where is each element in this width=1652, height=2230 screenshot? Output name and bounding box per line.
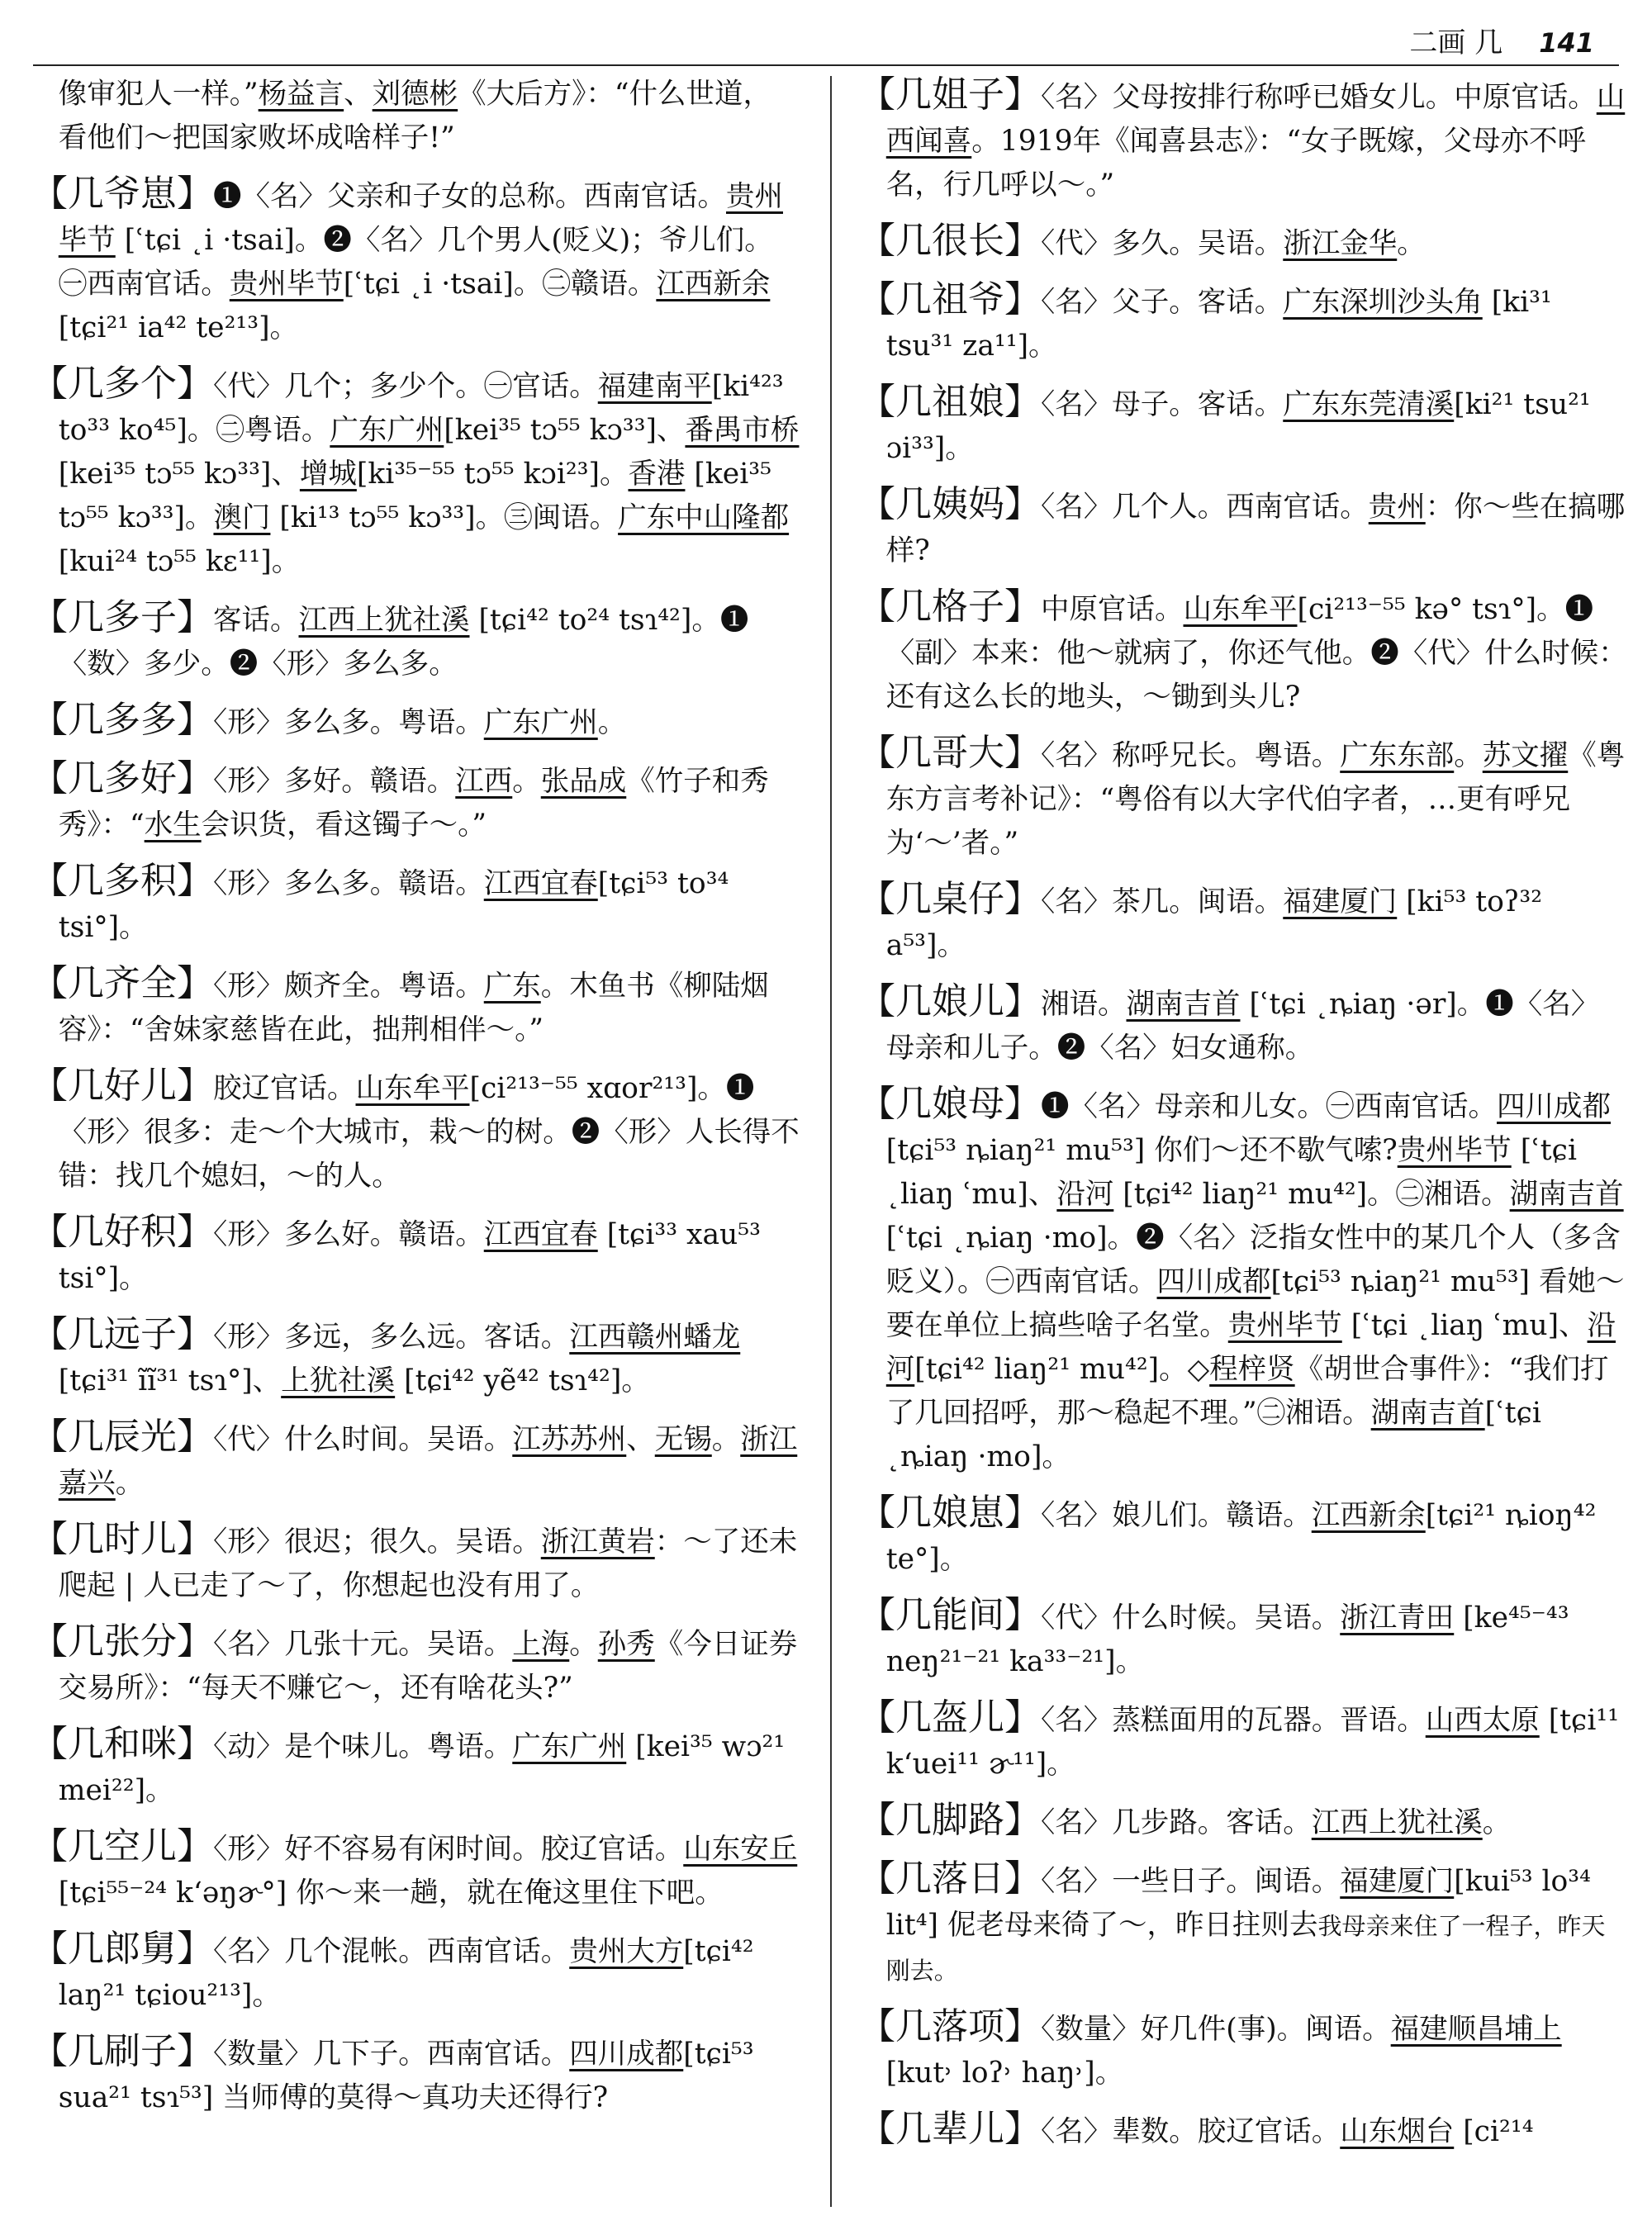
place-or-author-name: 水生 bbox=[144, 809, 202, 842]
entry-text: [tɕi⁴² yẽ⁴² tsɿ⁴²]。 bbox=[395, 1364, 650, 1397]
dictionary-entry bbox=[859, 278, 1627, 368]
dictionary-entry bbox=[31, 1210, 800, 1301]
place-or-author-name: 贵州 bbox=[1368, 491, 1426, 524]
entry-text: [kei³⁵ tɔ⁵⁵ kɔ³³]、 bbox=[58, 458, 300, 491]
entry-text: 《竹子和秀秀》： bbox=[58, 765, 769, 842]
place-or-author-name: 香港 bbox=[628, 458, 686, 491]
place-or-author-name: 贵州毕节 bbox=[229, 268, 344, 301]
place-or-author-name: 广东广州 bbox=[483, 706, 598, 739]
entry-text: 湘语。 bbox=[1041, 988, 1127, 1021]
entry-text: 〈形〉多好。赣语。 bbox=[213, 765, 456, 798]
entry-text: [tɕi⁵⁵⁻²⁴ kʻəŋɚ°] 你～来一趟，就在俺这里住下吧。 bbox=[58, 1877, 724, 1910]
dictionary-entry bbox=[859, 980, 1627, 1070]
entry-text: 〈代〉多久。吴语。 bbox=[1041, 227, 1284, 260]
place-or-author-name: 湖南吉首 bbox=[1370, 1397, 1485, 1430]
entry-text: [tɕi⁴² liaŋ²¹ mu⁴²]。◇ bbox=[914, 1353, 1210, 1386]
entry-text: 〈名〉几张十元。吴语。 bbox=[213, 1628, 513, 1661]
entry-text: 〈动〉是个味儿。粤语。 bbox=[213, 1730, 513, 1763]
dictionary-entry bbox=[31, 362, 800, 584]
section-title: 二画 几 bbox=[1409, 26, 1503, 59]
entry-text: [ci²¹³⁻⁵⁵ xɑor²¹³]。❶〈形〉很多：走～个大城市，栽～的树。❷〈形〉人长得不错：找几个媳妇，～的人。 bbox=[58, 1072, 800, 1193]
dictionary-entry bbox=[859, 2107, 1627, 2154]
entry-text: 〈名〉几个混帐。西南官话。 bbox=[213, 1935, 570, 1968]
place-or-author-name: 张品成 bbox=[540, 765, 627, 798]
entry-headword: 【几盔儿】 bbox=[859, 1696, 1041, 1739]
place-or-author-name: 广东 bbox=[483, 970, 541, 1003]
place-or-author-name: 刘德彬 bbox=[372, 78, 458, 111]
entry-headword: 【几和咪】 bbox=[31, 1723, 213, 1765]
entry-text: [tɕi⁵³ ȵiaŋ²¹ mu⁵³] 你们～还不歇气嗦? bbox=[885, 1134, 1398, 1167]
place-or-author-name: 江苏苏州 bbox=[512, 1423, 627, 1456]
gloss-note: 我母亲来住了一程子，昨天刚去。 bbox=[885, 1912, 1606, 1985]
entry-text: 〈名〉父子。客话。 bbox=[1041, 286, 1284, 319]
place-or-author-name: 山东牟平 bbox=[355, 1072, 470, 1105]
entry-text: 〈形〉多么好。赣语。 bbox=[213, 1218, 484, 1251]
place-or-author-name: 浙江青田 bbox=[1340, 1601, 1455, 1635]
left-column bbox=[31, 73, 800, 2132]
dictionary-entry bbox=[31, 1312, 800, 1403]
place-or-author-name: 程梓贤 bbox=[1209, 1353, 1295, 1386]
place-or-author-name: 福建南平 bbox=[597, 370, 712, 403]
place-or-author-name: 广东广州 bbox=[330, 414, 444, 447]
place-or-author-name: 江西新余 bbox=[656, 268, 771, 301]
dictionary-entry bbox=[31, 1927, 800, 2018]
place-or-author-name: 江西新余 bbox=[1311, 1499, 1426, 1532]
entry-headword: 【几时儿】 bbox=[31, 1518, 213, 1560]
place-or-author-name: 山东牟平 bbox=[1183, 593, 1298, 626]
entry-text: [tɕi⁵³ sua²¹ tsɿ⁵³] 当师傅的莫得～真功夫还得行? bbox=[58, 2038, 754, 2114]
dictionary-entry bbox=[31, 1415, 800, 1506]
place-or-author-name: 澳门 bbox=[213, 501, 271, 534]
dictionary-entry bbox=[859, 2005, 1627, 2095]
dictionary-entry bbox=[859, 73, 1627, 207]
entry-headword: 【几祖爷】 bbox=[859, 278, 1041, 320]
entry-text: [ʿtɕi ˛liaŋ ʿmu]、 bbox=[885, 1134, 1577, 1211]
entry-text: 〈形〉颇齐全。粤语。 bbox=[213, 970, 484, 1003]
place-or-author-name: 贵州大方 bbox=[569, 1935, 684, 1968]
dictionary-entry bbox=[859, 1696, 1627, 1786]
entry-text: 《今日证券交易所》：“每天不赚它～，还有啥花头?” bbox=[58, 1628, 798, 1705]
place-or-author-name: 四川成都 bbox=[1497, 1090, 1611, 1123]
entry-text: 。 bbox=[597, 706, 627, 739]
entry-text: 。 bbox=[711, 1423, 741, 1456]
place-or-author-name: 江西 bbox=[455, 765, 513, 798]
entry-headword: 【几齐全】 bbox=[31, 962, 213, 1004]
entry-text: [ki⁴²³ to³³ ko⁴⁵]。㊁粤语。 bbox=[58, 370, 784, 447]
entry-text: [ʿtɕi ˛ȵiaŋ ·mo]。 bbox=[885, 1397, 1541, 1473]
dictionary-entry bbox=[859, 219, 1627, 266]
place-or-author-name: 沿河 bbox=[1056, 1178, 1114, 1211]
entry-headword: 【几多子】 bbox=[31, 596, 213, 638]
dictionary-entry bbox=[31, 595, 800, 686]
entry-text: 〈名〉父母按排行称呼已婚女儿。中原官话。 bbox=[1041, 81, 1597, 114]
entry-text: 中原官话。 bbox=[1041, 593, 1184, 626]
entry-text: [kui²⁴ tɔ⁵⁵ kɛ¹¹]。 bbox=[58, 545, 301, 578]
place-or-author-name: 山西太原 bbox=[1425, 1704, 1540, 1737]
entry-text: [kei³⁵ tɔ⁵⁵ kɔ³³]。 bbox=[58, 458, 771, 534]
dictionary-entry bbox=[31, 859, 800, 950]
place-or-author-name: 山西闻喜 bbox=[885, 81, 1626, 158]
entry-text: 客话。 bbox=[213, 604, 299, 637]
entry-text: [tɕi³¹ ĩĩ³¹ tsɿ°]、 bbox=[58, 1364, 282, 1397]
entry-headword: 【几辰光】 bbox=[31, 1416, 213, 1458]
place-or-author-name: 福建厦门 bbox=[1340, 1865, 1455, 1898]
place-or-author-name: 四川成都 bbox=[569, 2038, 684, 2071]
entry-headword: 【几张分】 bbox=[31, 1620, 213, 1663]
entry-text: ❶〈名〉母亲和儿女。㊀西南官话。 bbox=[1041, 1090, 1497, 1123]
entry-text: “ bbox=[130, 809, 145, 842]
entry-text: [ʿtɕi ˛ȵiaŋ ·ər]。❶〈名〉母亲和儿子。❷〈名〉妇女通称。 bbox=[885, 988, 1600, 1065]
place-or-author-name: 孙秀 bbox=[597, 1628, 655, 1661]
entry-headword: 【几娘母】 bbox=[859, 1083, 1041, 1125]
entry-text: [ke⁴⁵⁻⁴³ neŋ²¹⁻²¹ ka³³⁻²¹]。 bbox=[885, 1601, 1569, 1678]
place-or-author-name: 山东安丘 bbox=[683, 1833, 798, 1866]
place-or-author-name: 湖南吉首 bbox=[1509, 1178, 1624, 1211]
entry-headword: 【几多个】 bbox=[31, 363, 213, 405]
place-or-author-name: 上犹社溪 bbox=[281, 1364, 396, 1397]
entry-headword: 【几好儿】 bbox=[31, 1065, 213, 1107]
place-or-author-name: 浙江黄岩 bbox=[540, 1525, 655, 1559]
entry-headword: 【几娘儿】 bbox=[859, 980, 1041, 1022]
entry-text: [tɕi⁵³ ȵiaŋ²¹ mu⁵³] 看她～要在单位上搞些啥子名堂。 bbox=[885, 1265, 1625, 1342]
dictionary-entry bbox=[859, 482, 1627, 573]
entry-headword: 【几郎舅】 bbox=[31, 1928, 213, 1970]
entry-headword: 【几姨妈】 bbox=[859, 483, 1041, 525]
dictionary-entry bbox=[859, 1491, 1627, 1582]
entry-headword: 【几辈儿】 bbox=[859, 2108, 1041, 2150]
entry-text: ❶〈名〉父亲和子女的总称。西南官话。 bbox=[213, 180, 726, 213]
entry-text: 〈数量〉几下子。西南官话。 bbox=[213, 2038, 570, 2071]
entry-headword: 【几很长】 bbox=[859, 220, 1041, 262]
entry-headword: 【几落项】 bbox=[859, 2005, 1041, 2047]
place-or-author-name: 番禺市桥 bbox=[685, 414, 800, 447]
entry-text: [tɕi⁴² to²⁴ tsɿ⁴²]。❶〈数〉多少。❷〈形〉多么多。 bbox=[58, 604, 749, 681]
place-or-author-name: 无锡 bbox=[654, 1423, 712, 1456]
page-header bbox=[1016, 20, 1594, 69]
dictionary-entry bbox=[859, 1857, 1627, 1993]
entry-headword: 【几桌仔】 bbox=[859, 878, 1041, 920]
entry-text: 〈名〉蒸糕面用的瓦器。晋语。 bbox=[1041, 1704, 1426, 1737]
dictionary-entry bbox=[31, 1517, 800, 1608]
dictionary-entry bbox=[859, 1082, 1627, 1479]
entry-text: 〈形〉多么多。粤语。 bbox=[213, 706, 484, 739]
entry-headword: 【几祖娘】 bbox=[859, 381, 1041, 423]
entry-text: 《大后方》： bbox=[458, 78, 615, 111]
place-or-author-name: 浙江嘉兴 bbox=[58, 1423, 798, 1500]
entry-text: [ʿtɕi ˛i ·tsai]。㊁赣语。 bbox=[343, 268, 657, 301]
entry-text: 、 bbox=[626, 1423, 655, 1456]
entry-headword: 【几脚路】 bbox=[859, 1799, 1041, 1841]
entry-headword: 【几能间】 bbox=[859, 1594, 1041, 1636]
place-or-author-name: 广东广州 bbox=[512, 1730, 627, 1763]
entry-text: [ci²¹⁴ bbox=[1454, 2115, 1534, 2148]
entry-text: [ki³⁵⁻⁵⁵ tɔ⁵⁵ kɔi²³]。 bbox=[356, 458, 629, 491]
entry-headword: 【几远子】 bbox=[31, 1313, 213, 1355]
dictionary-entry bbox=[859, 1798, 1627, 1845]
place-or-author-name: 四川成都 bbox=[1156, 1265, 1271, 1298]
dictionary-entry bbox=[859, 1593, 1627, 1684]
page-number: 141 bbox=[1539, 27, 1594, 59]
dictionary-entry bbox=[859, 731, 1627, 866]
entry-text: [ʿtɕi ˛i ·tsai]。❷〈名〉几个男人(贬义)；爷儿们。㊀西南官话。 bbox=[58, 224, 773, 301]
entry-text: [tɕi⁵³ to³⁴ tsi°]。 bbox=[58, 867, 729, 944]
header-rule bbox=[33, 64, 1619, 66]
continued-text bbox=[31, 73, 800, 160]
dictionary-entry bbox=[31, 1824, 800, 1915]
entry-text: [tɕi²¹ ia⁴² te²¹³]。 bbox=[58, 311, 299, 344]
place-or-author-name: 贵州毕节 bbox=[58, 180, 783, 257]
entry-text: [ʿtɕi ˛ȵiaŋ ·mo]。❷〈名〉泛指女性中的某几个人（多含贬义）。㊀西南官话。 bbox=[885, 1222, 1621, 1298]
entry-text: [ci²¹³⁻⁵⁵ kə° tsɿ°]。❶〈副〉本来：他～就病了，你还气他。❷〈代〉什么时候：还有这么长的地头，～锄到头儿? bbox=[885, 593, 1627, 714]
entry-text: 〈形〉多远，多么远。客话。 bbox=[213, 1321, 570, 1354]
place-or-author-name: 沿河 bbox=[885, 1309, 1616, 1386]
entry-headword: 【几落日】 bbox=[859, 1858, 1041, 1900]
entry-text: 会识货，看这镯子～。” bbox=[201, 809, 487, 842]
entry-text: [tɕi¹¹ kʻuei¹¹ ɚ¹¹]。 bbox=[885, 1704, 1620, 1781]
entry-text: 。 bbox=[1454, 739, 1483, 772]
dictionary-entry bbox=[859, 877, 1627, 968]
dictionary-entry bbox=[859, 380, 1627, 471]
entry-text: 、 bbox=[344, 78, 373, 111]
place-or-author-name: 福建厦门 bbox=[1283, 885, 1398, 918]
entry-text: [ki³¹ tsu³¹ za¹¹]。 bbox=[885, 286, 1552, 363]
right-column bbox=[859, 73, 1627, 2166]
entry-text: 。 bbox=[1397, 227, 1426, 260]
entry-text: 。 bbox=[115, 1467, 145, 1500]
entry-text: 〈数量〉好几件(事)。闽语。 bbox=[1041, 2013, 1391, 2046]
entry-headword: 【几多好】 bbox=[31, 757, 213, 799]
entry-headword: 【几爷崽】 bbox=[31, 173, 213, 215]
entry-text: 〈名〉几个人。西南官话。 bbox=[1041, 491, 1369, 524]
entry-text: 〈代〉几个；多少个。㊀官话。 bbox=[213, 370, 598, 403]
entry-text: 〈名〉娘儿们。赣语。 bbox=[1041, 1499, 1312, 1532]
entry-text: [tɕi²¹ ȵioŋ⁴² te°]。 bbox=[885, 1499, 1597, 1576]
entry-headword: 【几娘崽】 bbox=[859, 1492, 1041, 1534]
entry-headword: 【几哥大】 bbox=[859, 732, 1041, 774]
dictionary-entry bbox=[31, 961, 800, 1052]
place-or-author-name: 江西上犹社溪 bbox=[298, 604, 470, 637]
place-or-author-name: 山东烟台 bbox=[1340, 2115, 1455, 2148]
entry-text: [ki¹³ tɔ⁵⁵ kɔ³³]。㊂闽语。 bbox=[270, 501, 619, 534]
entry-text: 像审犯人一样。” bbox=[58, 78, 259, 111]
entry-text: 〈形〉很迟；很久。吴语。 bbox=[213, 1525, 541, 1559]
place-or-author-name: 广东东莞清溪 bbox=[1283, 388, 1455, 421]
entry-headword: 【几姐子】 bbox=[859, 74, 1041, 116]
entry-text: “什么世道，看他们～把国家败坏成啥样子!” bbox=[58, 78, 772, 154]
dictionary-entry bbox=[31, 1722, 800, 1813]
place-or-author-name: 广东中山隆都 bbox=[618, 501, 790, 534]
entry-text: 〈名〉茶几。闽语。 bbox=[1041, 885, 1284, 918]
entry-text: [kei³⁵ tɔ⁵⁵ kɔ³³]、 bbox=[444, 414, 686, 447]
entry-text: 〈代〉什么时候。吴语。 bbox=[1041, 1601, 1341, 1635]
dictionary-entry bbox=[31, 1620, 800, 1710]
dictionary-entry bbox=[31, 757, 800, 847]
entry-text: 胶辽官话。 bbox=[213, 1072, 356, 1105]
entry-text: 〈名〉辈数。胶辽官话。 bbox=[1041, 2115, 1341, 2148]
entry-text: 。1919年《闻喜县志》：“女子既嫁，父母亦不呼名，行几呼以～。” bbox=[885, 125, 1586, 202]
entry-text: ：～了还未爬起 | 人已走了～了，你想起也没有用了。 bbox=[58, 1525, 798, 1602]
entry-text: [kei³⁵ wɔ²¹ mei²²]。 bbox=[58, 1730, 786, 1807]
entry-text: 〈名〉几步路。客话。 bbox=[1041, 1806, 1312, 1839]
entry-headword: 【几刷子】 bbox=[31, 2030, 213, 2072]
entry-text: 〈代〉什么时间。吴语。 bbox=[213, 1423, 513, 1456]
place-or-author-name: 广东东部 bbox=[1340, 739, 1455, 772]
entry-text: 《胡世合事件》：“我们打了几回招呼，那～稳起不理。”㊁湘语。 bbox=[885, 1353, 1609, 1430]
place-or-author-name: 增城 bbox=[299, 458, 357, 491]
column-divider bbox=[830, 76, 832, 2207]
dictionary-entry bbox=[859, 585, 1627, 719]
dictionary-entry bbox=[31, 1064, 800, 1198]
entry-text: 〈名〉称呼兄长。粤语。 bbox=[1041, 739, 1341, 772]
entry-headword: 【几多多】 bbox=[31, 699, 213, 741]
entry-headword: 【几好积】 bbox=[31, 1211, 213, 1253]
dictionary-entry bbox=[31, 172, 800, 350]
place-or-author-name: 贵州毕节 bbox=[1227, 1309, 1342, 1342]
entry-text: [kut˒ loʔ˒ haŋ˒]。 bbox=[885, 2057, 1124, 2090]
entry-text: [tɕi⁴² liaŋ²¹ mu⁴²]。㊁湘语。 bbox=[1113, 1178, 1510, 1211]
dictionary-entry bbox=[31, 2029, 800, 2120]
place-or-author-name: 江西赣州蟠龙 bbox=[569, 1321, 741, 1354]
entry-text: 。 bbox=[512, 765, 541, 798]
entry-text: [ki²¹ tsu²¹ ɔi³³]。 bbox=[885, 388, 1591, 465]
place-or-author-name: 湖南吉首 bbox=[1126, 988, 1241, 1021]
place-or-author-name: 江西上犹社溪 bbox=[1311, 1806, 1483, 1839]
place-or-author-name: 贵州毕节 bbox=[1397, 1134, 1512, 1167]
entry-headword: 【几格子】 bbox=[859, 586, 1041, 628]
place-or-author-name: 福建顺昌埔上 bbox=[1390, 2013, 1562, 2046]
entry-text: [ʿtɕi ˛liaŋ ʿmu]、 bbox=[1341, 1309, 1588, 1342]
place-or-author-name: 杨益言 bbox=[258, 78, 344, 111]
entry-headword: 【几空儿】 bbox=[31, 1825, 213, 1867]
dictionary-entry bbox=[31, 698, 800, 745]
entry-text: 〈形〉多么多。赣语。 bbox=[213, 867, 484, 900]
entry-text: ：你～些在搞哪样? bbox=[885, 491, 1626, 567]
entry-text: [tɕi⁴² laŋ²¹ tɕiou²¹³]。 bbox=[58, 1935, 754, 2012]
entry-text: 。木鱼书《柳陆烟容》：“舍妹家慈皆在此，拙荆相伴～。” bbox=[58, 970, 769, 1046]
entry-text: [tɕi³³ xau⁵³ tsi°]。 bbox=[58, 1218, 761, 1295]
place-or-author-name: 江西宜春 bbox=[483, 867, 598, 900]
entry-text: 〈名〉一些日子。闽语。 bbox=[1041, 1865, 1341, 1898]
entry-text: 〈名〉母子。客话。 bbox=[1041, 388, 1284, 421]
entry-text: [ki⁵³ toʔ³² a⁵³]。 bbox=[885, 885, 1543, 962]
entry-text: 〈形〉好不容易有闲时间。胶辽官话。 bbox=[213, 1833, 684, 1866]
place-or-author-name: 江西宜春 bbox=[483, 1218, 598, 1251]
entry-text: 《粤东方言考补记》：“粤俗有以大字代伯字者，…更有呼兄为‘～’者。” bbox=[885, 739, 1626, 860]
entry-text: 。 bbox=[1482, 1806, 1512, 1839]
place-or-author-name: 苏文擢 bbox=[1482, 739, 1569, 772]
place-or-author-name: 上海 bbox=[512, 1628, 570, 1661]
entry-headword: 【几多积】 bbox=[31, 860, 213, 902]
place-or-author-name: 浙江金华 bbox=[1283, 227, 1398, 260]
place-or-author-name: 广东深圳沙头角 bbox=[1283, 286, 1483, 319]
entry-text: 。 bbox=[569, 1628, 598, 1661]
entry-text: [kui⁵³ lo³⁴ lit⁴] 伲老母来徛了～，昨日拄则去 bbox=[885, 1865, 1591, 1942]
